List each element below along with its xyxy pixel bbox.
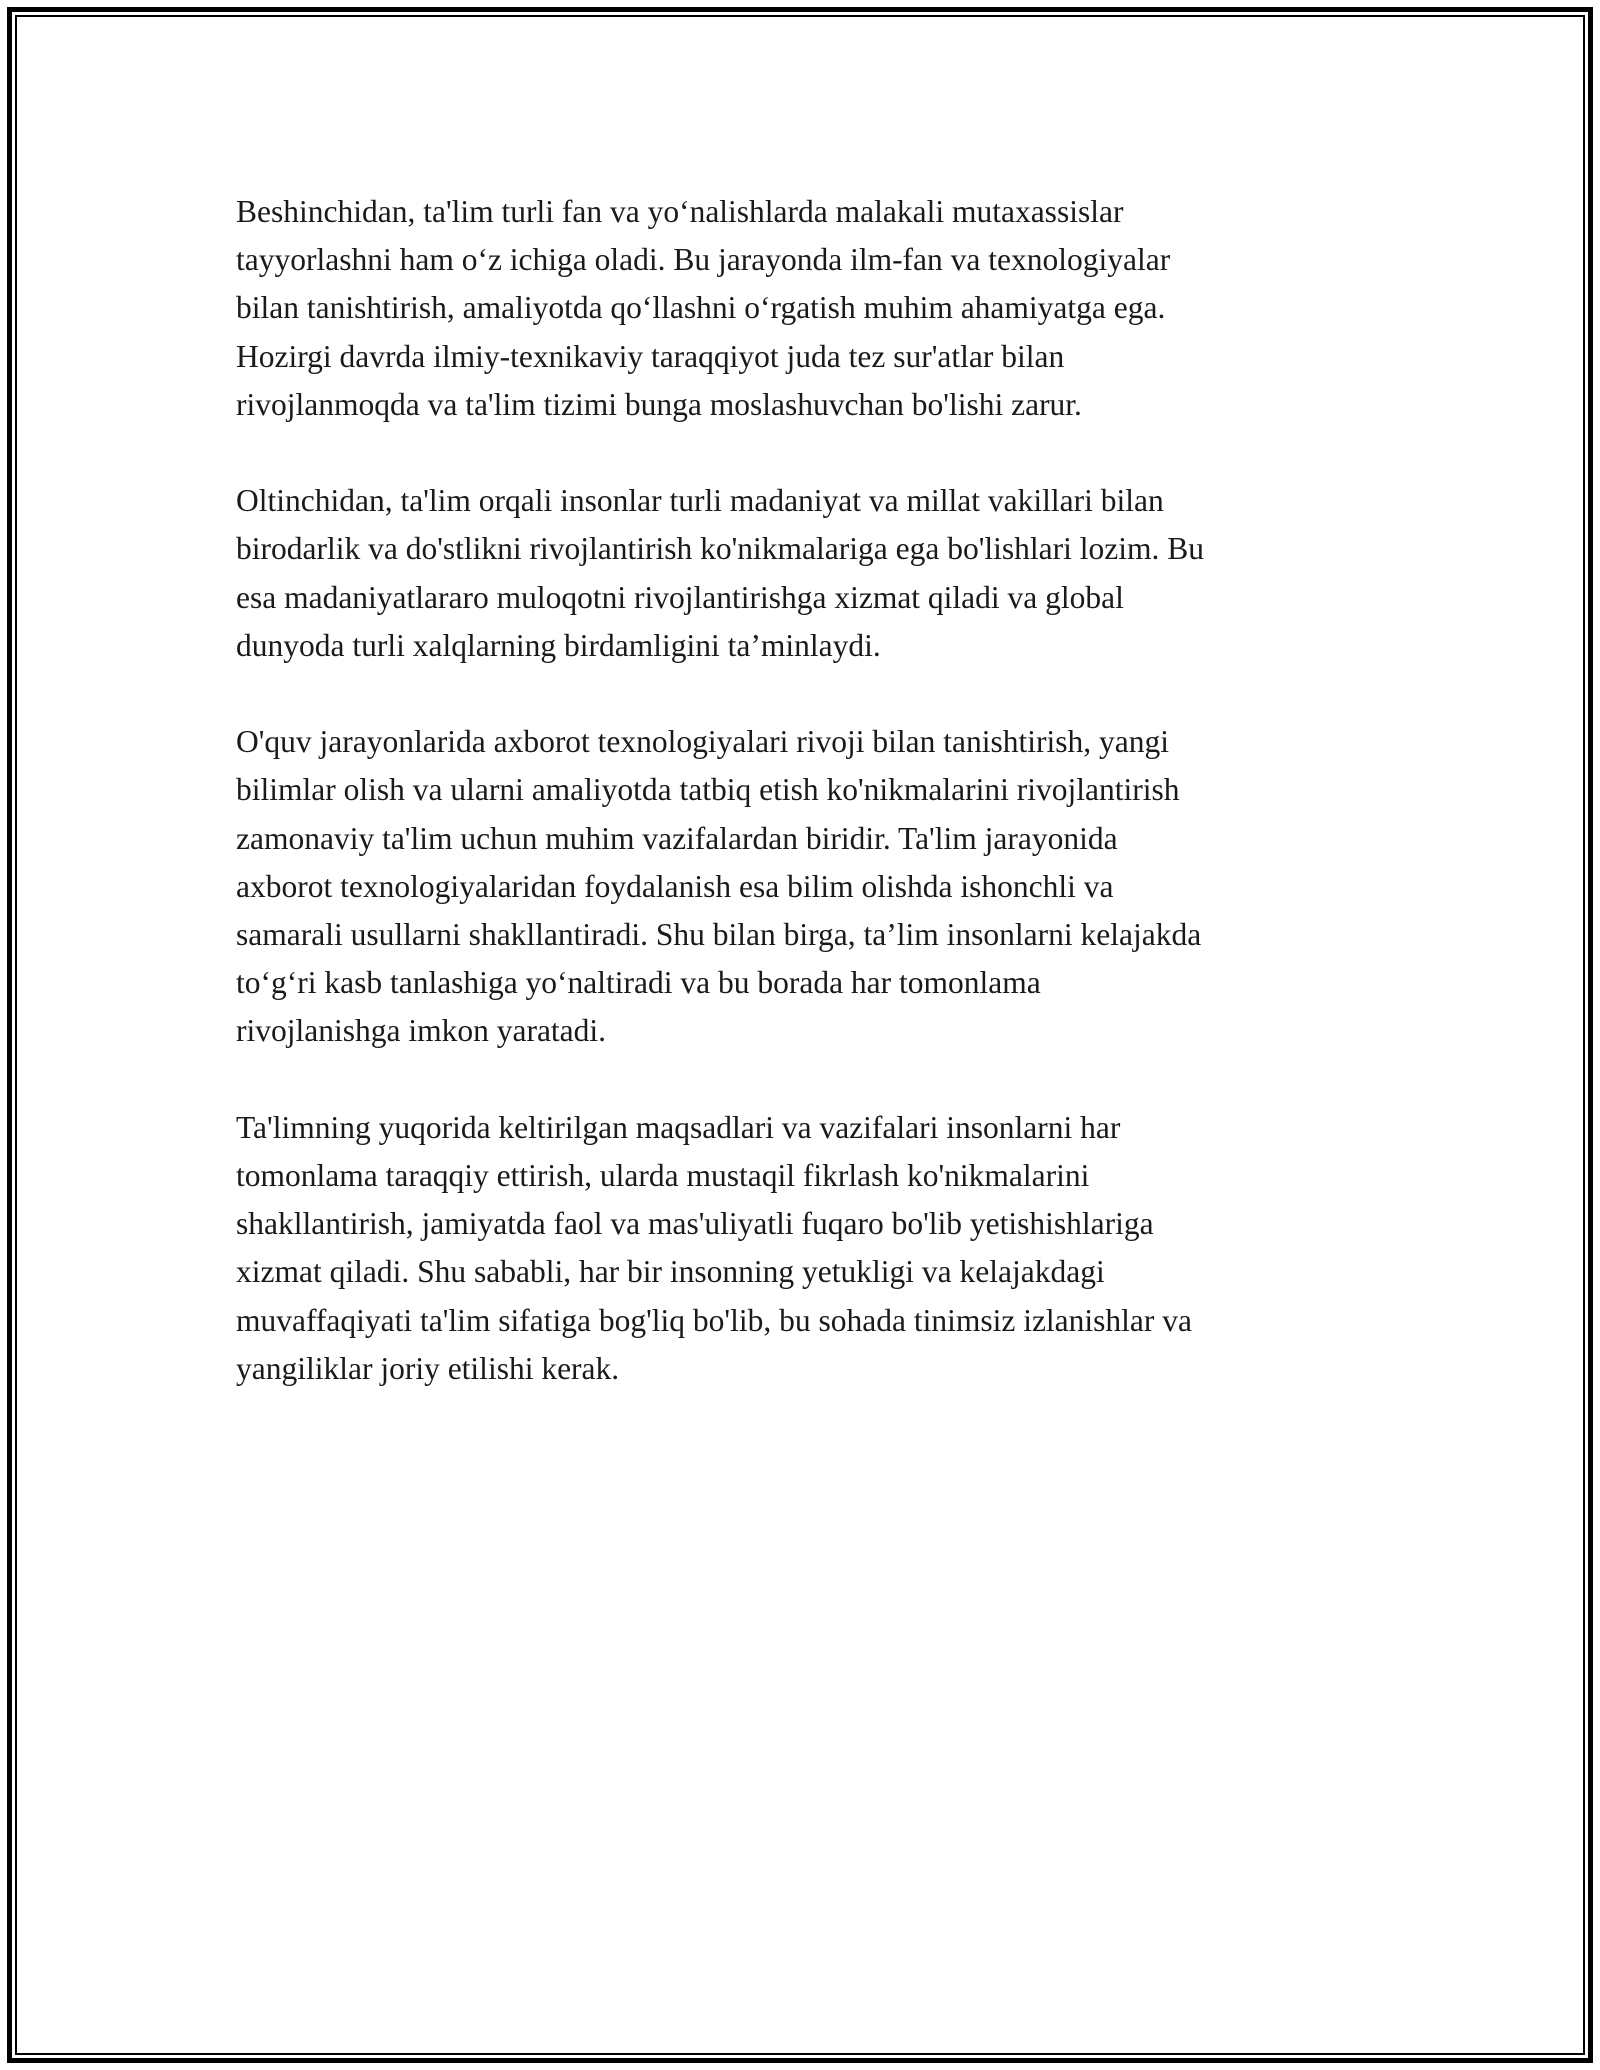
paragraph-beshinchidan	[236, 188, 1376, 429]
paragraph-line: O'quv jarayonlarida axborot texnologiyalari rivoji bilan tanishtirish, yangi	[236, 724, 1169, 760]
paragraph-line: dunyoda turli xalqlarning birdamligini ta’minlaydi.	[236, 627, 881, 663]
paragraph-line: tayyorlashni ham o‘z ichiga oladi. Bu jarayonda ilm-fan va texnologiyalar	[236, 242, 1171, 278]
paragraph-line: rivojlanishga imkon yaratadi.	[236, 1013, 607, 1049]
paragraph-line: Oltinchidan, ta'lim orqali insonlar turli madaniyat va millat vakillari bilan	[236, 483, 1164, 519]
paragraph-talimning-maqsadlari	[236, 1104, 1376, 1393]
paragraph-line: axborot texnologiyalaridan foydalanish esa bilim olishda ishonchli va	[236, 868, 1114, 904]
paragraph-line: bilan tanishtirish, amaliyotda qo‘llashni o‘rgatish muhim ahamiyatga ega.	[236, 290, 1166, 326]
paragraph-line: zamonaviy ta'lim uchun muhim vazifalardan biridir. Ta'lim jarayonida	[236, 820, 1118, 856]
paragraph-line: esa madaniyatlararo muloqotni rivojlantirishga xizmat qiladi va global	[236, 579, 1124, 615]
paragraph-line: samarali usullarni shakllantiradi. Shu bilan birga, ta’lim insonlarni kelajakda	[236, 917, 1202, 953]
paragraph-line: Hozirgi davrda ilmiy-texnikaviy taraqqiyot juda tez sur'atlar bilan	[236, 338, 1065, 374]
paragraph-line: xizmat qiladi. Shu sababli, har bir insonning yetukligi va kelajakdagi	[236, 1254, 1105, 1290]
paragraph-line: birodarlik va do'stlikni rivojlantirish ko'nikmalariga ega bo'lishlari lozim. Bu	[236, 531, 1204, 567]
paragraph-line: rivojlanmoqda va ta'lim tizimi bunga moslashuvchan bo'lishi zarur.	[236, 386, 1082, 422]
paragraph-line: to‘g‘ri kasb tanlashiga yo‘naltiradi va bu borada har tomonlama	[236, 965, 1041, 1001]
document-body	[236, 188, 1376, 1441]
paragraph-line: Ta'limning yuqorida keltirilgan maqsadlari va vazifalari insonlarni har	[236, 1109, 1121, 1145]
paragraph-line: yangiliklar joriy etilishi kerak.	[236, 1350, 620, 1386]
paragraph-line: muvaffaqiyati ta'lim sifatiga bog'liq bo'lib, bu sohada tinimsiz izlanishlar va	[236, 1302, 1192, 1338]
paragraph-line: Beshinchidan, ta'lim turli fan va yo‘nalishlarda malakali mutaxassislar	[236, 194, 1124, 229]
paragraph-line: tomonlama taraqqiy ettirish, ularda mustaqil fikrlash ko'nikmalarini	[236, 1158, 1090, 1194]
paragraph-oltinchidan	[236, 477, 1376, 670]
paragraph-oquv-jarayonlarida	[236, 718, 1376, 1055]
paragraph-line: bilimlar olish va ularni amaliyotda tatbiq etish ko'nikmalarini rivojlantirish	[236, 772, 1180, 808]
paragraph-line: shakllantirish, jamiyatda faol va mas'uliyatli fuqaro bo'lib yetishishlariga	[236, 1206, 1154, 1242]
